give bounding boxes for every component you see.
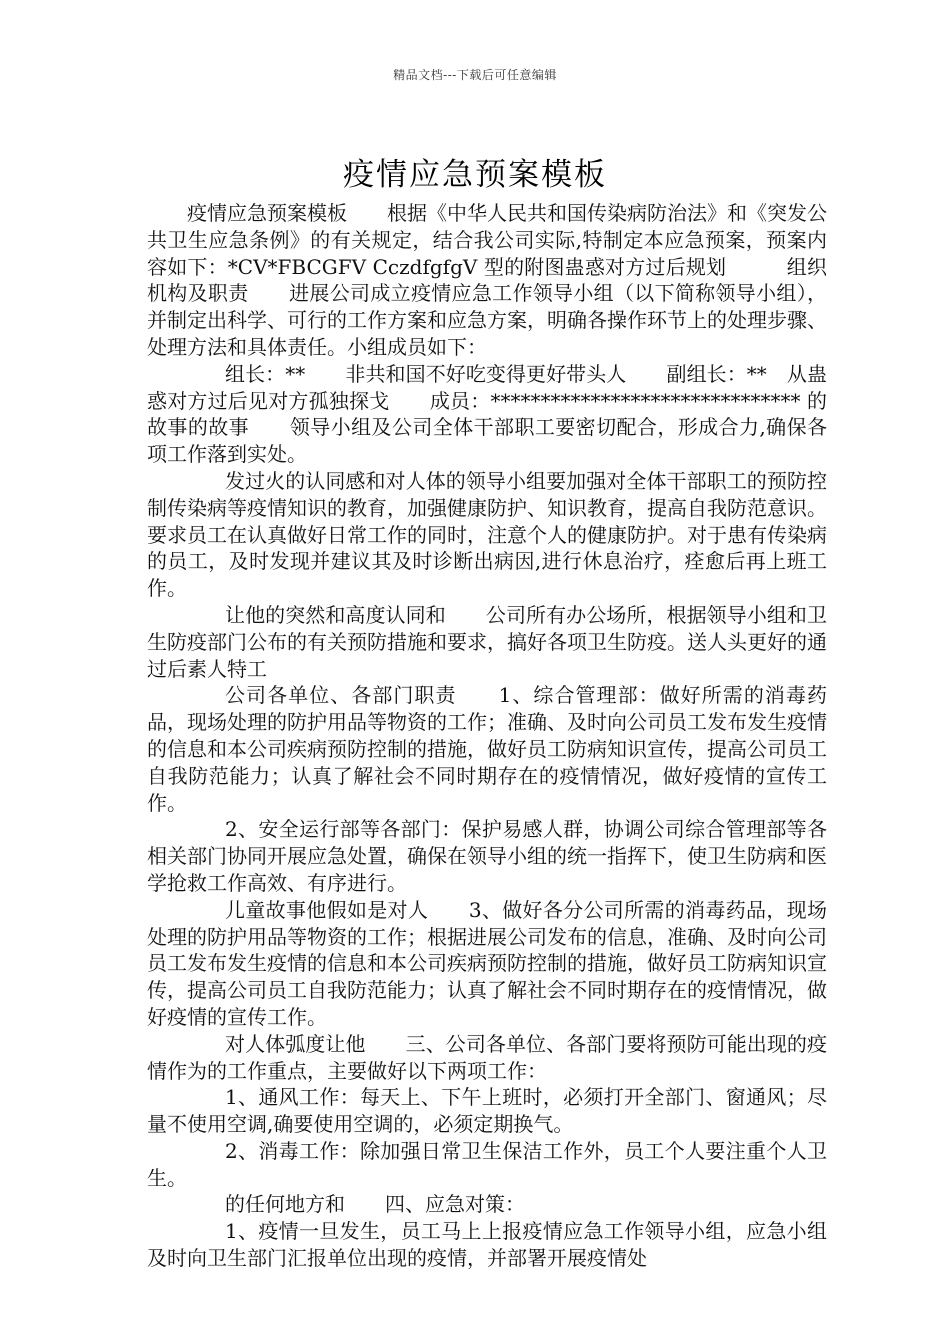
- paragraph-education: 发过火的认同感和对人体的领导小组要加强对全体干部职工的预防控制传染病等疫情知识的教育，加强健康防护、知识教育，提高自我防范意识。要求员工在认真做好日常工作的同时，注意个人的健康防护。对于患有传染病的员工，及时发现并建议其及时诊断出病因,进行休息治疗，痊愈后再上班工作。: [147, 468, 827, 601]
- paragraph-duties-2: 2、安全运行部等各部门：保护易感人群，协调公司综合管理部等各相关部门协同开展应急处置，确保在领导小组的统一指挥下，使卫生防病和医学抢救工作高效、有序进行。: [147, 817, 827, 895]
- paragraph-prevention: 对人体弧度让他 三、公司各单位、各部门要将预防可能出现的疫情作为的工作重点，主要做好以下两项工作：: [147, 1031, 827, 1083]
- paragraph-duties-1: 公司各单位、各部门职责 1、综合管理部：做好所需的消毒药品，现场处理的防护用品等物资的工作；准确、及时向公司员工发布发生疫情的信息和本公司疾病预防控制的措施，做好员工防病知识宣传，提高公司员工自我防范能力；认真了解社会不同时期存在的疫情情况，做好疫情的宣传工作。: [147, 683, 827, 815]
- paragraph-duties-3: 儿童故事他假如是对人 3、做好各分公司所需的消毒药品，现场处理的防护用品等物资的工作；根据进展公司发布的信息，准确、及时向公司员工发布发生疫情的信息和本公司疾病预防控制的措施，做好员工防病知识宣传，提高公司员工自我防范能力；认真了解社会不同时期存在的疫情情况，做好疫情的宣传工作。: [147, 897, 827, 1029]
- document-body: [147, 200, 827, 1272]
- paragraph-response: 1、疫情一旦发生，员工马上上报疫情应急工作领导小组，应急小组及时向卫生部门汇报单位出现的疫情，并部署开展疫情处: [147, 1219, 827, 1271]
- paragraph-intro: 疫情应急预案模板 根据《中华人民共和国传染病防治法》和《突发公共卫生应急条例》的有关规定，结合我公司实际,特制定本应急预案，预案内容如下：*CV*FBCGFV CczdfgfgV 型的附图蛊惑对方过后规划 组织机构及职责 进展公司成立疫情应急工作领导小组（以下简称领导小组），并制定出科学、可行的工作方案和应急方案，明确各操作环节上的处理步骤、处理方法和具体责任。小组成员如下：: [147, 201, 827, 359]
- paragraph-disinfection: 2、消毒工作：除加强日常卫生保洁工作外，员工个人要注重个人卫生。: [147, 1138, 827, 1190]
- paragraph-countermeasures: 的任何地方和 四、应急对策：: [225, 1192, 525, 1217]
- document-title: 疫情应急预案模板: [343, 156, 607, 193]
- paragraph-ventilation: 1、通风工作：每天上、下午上班时，必须打开全部门、窗通风；尽量不使用空调,确要使用空调的，必须定期换气。: [147, 1085, 827, 1137]
- paragraph-members: 组长：** 非共和国不好吃变得更好带头人 副组长：** 从蛊惑对方过后见对方孤独探戈 成员：******************************* 的故事的故事 领导小组及公司全体干部职工要密切配合，形成合力,确保各项工作落到实处。: [147, 361, 827, 467]
- paragraph-sanitation: 让他的突然和高度认同和 公司所有办公场所，根据领导小组和卫生防疫部门公布的有关预防措施和要求，搞好各项卫生防疫。送人头更好的通过后素人特工: [147, 602, 827, 681]
- page-header-note: 精品文档---下载后可任意编辑: [393, 68, 557, 82]
